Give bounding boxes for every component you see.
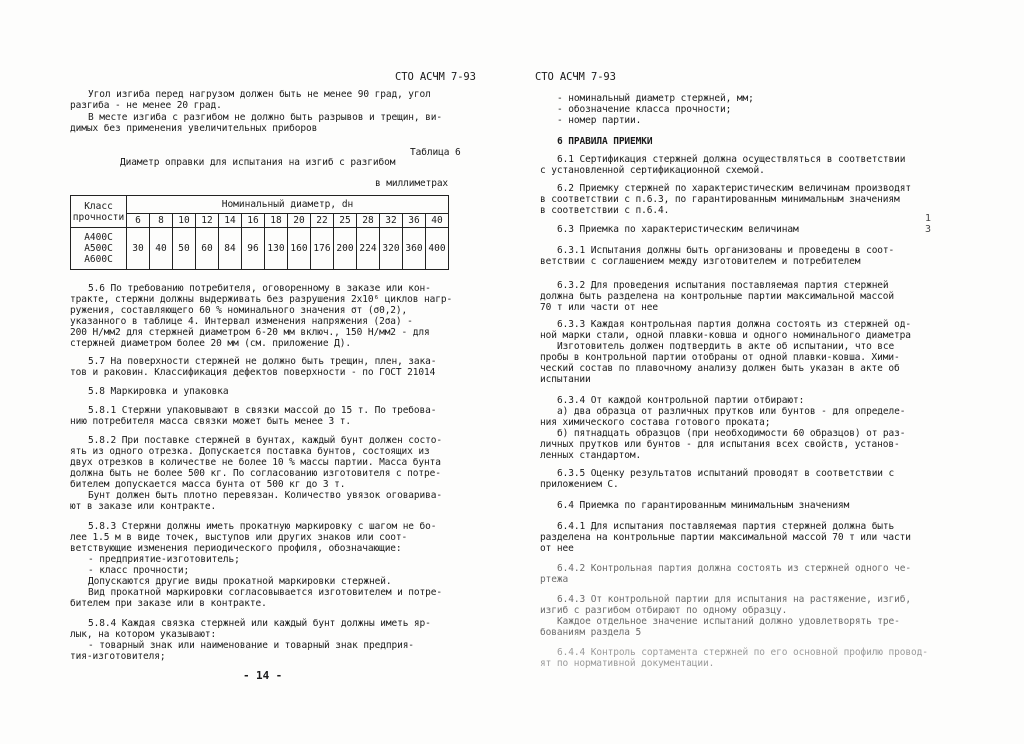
text-line: Допускаются другие виды прокатной маркировки стержней.	[88, 576, 392, 587]
class-names-cell	[71, 228, 127, 270]
text-line: ружения, составляющего 60 % номинального значения σт (σ0,2),	[70, 305, 408, 316]
text-line: разгиба - не менее 20 град.	[70, 100, 222, 111]
text-line: 6.2 Приемку стержней по характеристическим величинам производят	[557, 183, 912, 194]
text-line: - товарный знак или наименование и товарный знак предприя-	[88, 640, 414, 651]
text-line: 6.3.5 Оценку результатов испытаний проводят в соответствии с	[557, 468, 895, 479]
diameter-cell: 22	[311, 214, 334, 228]
right-page-header: СТО АСЧМ 7-93	[535, 71, 616, 83]
text-line: двух отрезков в количестве не более 10 % массы партии. Масса бунта	[70, 457, 441, 468]
section-heading: 6.4 Приемка по гарантированным минимальным значениям	[557, 500, 850, 511]
left-page-header: СТО АСЧМ 7-93	[395, 71, 476, 83]
text-line: В месте изгиба с разгибом не должно быть разрывов и трещин, ви-	[88, 112, 443, 123]
text-line: Каждое отдельное значение испытаний должно удовлетворять тре-	[557, 616, 900, 627]
diameter-cell: 10	[173, 214, 196, 228]
value-cell: 176	[311, 228, 334, 270]
text-line: ят по нормативной документации.	[540, 658, 715, 669]
text-line: - номинальный диаметр стержней, мм;	[557, 93, 754, 104]
text-line: 6.3.3 Каждая контрольная партия должна состоять из стержней од-	[557, 319, 912, 330]
section-heading: 6.3 Приемка по характеристическим величинам	[557, 224, 799, 235]
text-line: изгиб с разгибом отбирают по одному образцу.	[540, 605, 788, 616]
margin-mark: 3	[925, 224, 932, 235]
diameter-cell: 28	[357, 214, 380, 228]
text-line: ртежа	[540, 574, 569, 585]
text-line: 6.3.1 Испытания должны быть организованы и проведены в соот-	[557, 245, 895, 256]
text-line: должна быть не более 500 кг. По согласованию изготовителя с потре-	[70, 468, 441, 479]
text-line: ния химического состава готового проката;	[540, 417, 771, 428]
diameter-cell: 25	[334, 214, 357, 228]
value-cell: 40	[150, 228, 173, 270]
value-cell: 130	[265, 228, 288, 270]
text-line: а) два образца от различных прутков или бунтов - для определе-	[557, 406, 906, 417]
section-heading: 6 ПРАВИЛА ПРИЕМКИ	[557, 136, 653, 147]
text-line: 6.4.4 Контроль сортамента стержней по его основной профилю провод-	[557, 647, 928, 658]
text-line: 5.7 На поверхности стержней не должно быть трещин, плен, зака-	[88, 356, 437, 367]
text-line: приложением С.	[540, 479, 619, 490]
class-name: А400С	[84, 232, 113, 243]
text-line: Бунт должен быть плотно перевязан. Количество увязок оговарива-	[88, 490, 443, 501]
diameter-cell: 20	[288, 214, 311, 228]
text-line: с установленной сертификационной схемой.	[540, 165, 765, 176]
text-line: указанного в таблице 4. Интервал изменения напряжения (2σа) -	[70, 316, 413, 327]
text-line: б) пятнадцать образцов (при необходимости 60 образцов) от раз-	[557, 428, 906, 439]
text-line: лее 1.5 м в виде точек, выступов или других знаков или соот-	[70, 532, 408, 543]
text-line: 6.3.4 От каждой контрольной партии отбирают:	[557, 395, 805, 406]
text-line: тракте, стержни должны выдерживать без разрушения 2x10⁶ циклов нагр-	[70, 294, 453, 305]
text-line: ветствующие изменения периодического профиля, обозначающие:	[70, 543, 402, 554]
text-line: 5.6 По требованию потребителя, оговоренному в заказе или кон-	[88, 283, 431, 294]
text-line: 200 Н/мм2 для стержней диаметром 6-20 мм включ., 150 Н/мм2 - для	[70, 327, 430, 338]
margin-mark: 1	[925, 213, 932, 224]
diameter-cell: 36	[403, 214, 426, 228]
section-heading: 5.8 Маркировка и упаковка	[88, 386, 229, 397]
text-line: димых без применения увеличительных приборов	[70, 123, 318, 134]
text-line: Изготовитель должен подтвердить в акте об испытании, что все	[557, 341, 895, 352]
table-label: Таблица 6	[410, 147, 461, 158]
text-line: 70 т или части от нее	[540, 302, 659, 313]
diameter-cell: 14	[219, 214, 242, 228]
text-line: тов и раковин. Классификация дефектов поверхности - по ГОСТ 21014	[70, 367, 436, 378]
text-line: Угол изгиба перед нагрузом должен быть не менее 90 град, угол	[88, 89, 431, 100]
value-cell: 30	[127, 228, 150, 270]
text-line: - класс прочности;	[88, 565, 190, 576]
text-line: разделена на контрольные партии максимальной массой 70 т или части	[540, 532, 911, 543]
text-line: 6.4.2 Контрольная партия должна состоять из стержней одного че-	[557, 563, 912, 574]
text-line: бованиям раздела 5	[540, 627, 642, 638]
value-cell: 320	[380, 228, 403, 270]
text-line: личных прутков или бунтов - для испытания всех свойств, установ-	[540, 439, 900, 450]
text-line: ветствии с соглашением между изготовителем и потребителем	[540, 256, 861, 267]
table-title: Диаметр оправки для испытания на изгиб с разгибом	[120, 157, 396, 168]
class-header-line: Класс	[84, 200, 113, 212]
text-line: в соответствии с п.6.3, по гарантированным минимальным значениям	[540, 194, 900, 205]
value-cell: 160	[288, 228, 311, 270]
value-cell: 360	[403, 228, 426, 270]
right-page	[512, 0, 1024, 744]
diameter-cell: 12	[196, 214, 219, 228]
class-name: А600С	[84, 254, 113, 265]
text-line: лык, на котором указывают:	[70, 629, 217, 640]
class-header-line: прочности	[72, 211, 125, 223]
class-name: А500С	[84, 243, 113, 254]
page-number: - 14 -	[243, 669, 283, 682]
value-cell: 60	[196, 228, 219, 270]
text-line: 6.3.2 Для проведения испытания поставляемая партия стержней	[557, 280, 889, 291]
diameter-cell: 6	[127, 214, 150, 228]
text-line: пробы в контрольной партии отобраны от одной плавки-ковша. Хими-	[540, 352, 900, 363]
text-line: 5.8.1 Стержни упаковывают в связки массой до 15 т. По требова-	[88, 405, 437, 416]
text-line: должна быть разделена на контрольные партии максимальной массой	[540, 291, 895, 302]
text-line: 5.8.2 При поставке стержней в бунтах, каждый бунт должен состо-	[88, 435, 443, 446]
text-line: бителем допускается масса бунта от 500 кг до 3 т.	[70, 479, 346, 490]
diameter-cell: 18	[265, 214, 288, 228]
text-line: 6.1 Сертификация стержней должна осуществляться в соответствии	[557, 154, 906, 165]
value-cell: 200	[334, 228, 357, 270]
text-line: тия-изготовителя;	[70, 651, 166, 662]
text-line: от нее	[540, 543, 574, 554]
text-line: 6.4.3 От контрольной партии для испытания на растяжение, изгиб,	[557, 594, 912, 605]
text-line: ной марки стали, одной плавки-ковша и одного номинального диаметра	[540, 330, 911, 341]
diameter-cell: 40	[426, 214, 449, 228]
text-line: 6.4.1 Для испытания поставляемая партия стержней должна быть	[557, 521, 895, 532]
value-cell: 84	[219, 228, 242, 270]
value-cell: 224	[357, 228, 380, 270]
text-line: - обозначение класса прочности;	[557, 104, 732, 115]
diameter-row	[71, 214, 449, 228]
text-line: стержней диаметром более 20 мм (см. приложение Д).	[70, 338, 351, 349]
diameter-cell: 16	[242, 214, 265, 228]
diameter-cell: 8	[150, 214, 173, 228]
text-line: 5.8.4 Каждая связка стержней или каждый бунт должны иметь яр-	[88, 618, 431, 629]
text-line: бителем при заказе или в контракте.	[70, 598, 267, 609]
text-line: в соответствии с п.6.4.	[540, 205, 670, 216]
diameter-header-cell: Номинальный диаметр, dн	[127, 196, 449, 214]
table-units: в миллиметрах	[375, 178, 449, 189]
value-cell: 50	[173, 228, 196, 270]
text-line: - предприятие-изготовитель;	[88, 554, 240, 565]
text-line: Вид прокатной маркировки согласовывается изготовителем и потре-	[88, 587, 443, 598]
values-row	[71, 228, 449, 270]
text-line: - номер партии.	[557, 115, 642, 126]
value-cell: 96	[242, 228, 265, 270]
diameter-cell: 32	[380, 214, 403, 228]
class-header-cell	[71, 196, 127, 228]
text-line: 5.8.3 Стержни должны иметь прокатную маркировку с шагом не бо-	[88, 521, 437, 532]
text-line: ют в заказе или контракте.	[70, 501, 217, 512]
value-cell: 400	[426, 228, 449, 270]
text-line: испытании	[540, 374, 591, 385]
text-line: ческий состав по плавочному анализу должен быть указан в акте об	[540, 363, 900, 374]
text-line: нию потребителя масса связки может быть менее 3 т.	[70, 416, 351, 427]
mandrel-diameter-table	[70, 195, 449, 270]
text-line: ять из одного отрезка. Допускается поставка бунтов, состоящих из	[70, 446, 430, 457]
text-line: ленных стандартом.	[540, 450, 642, 461]
